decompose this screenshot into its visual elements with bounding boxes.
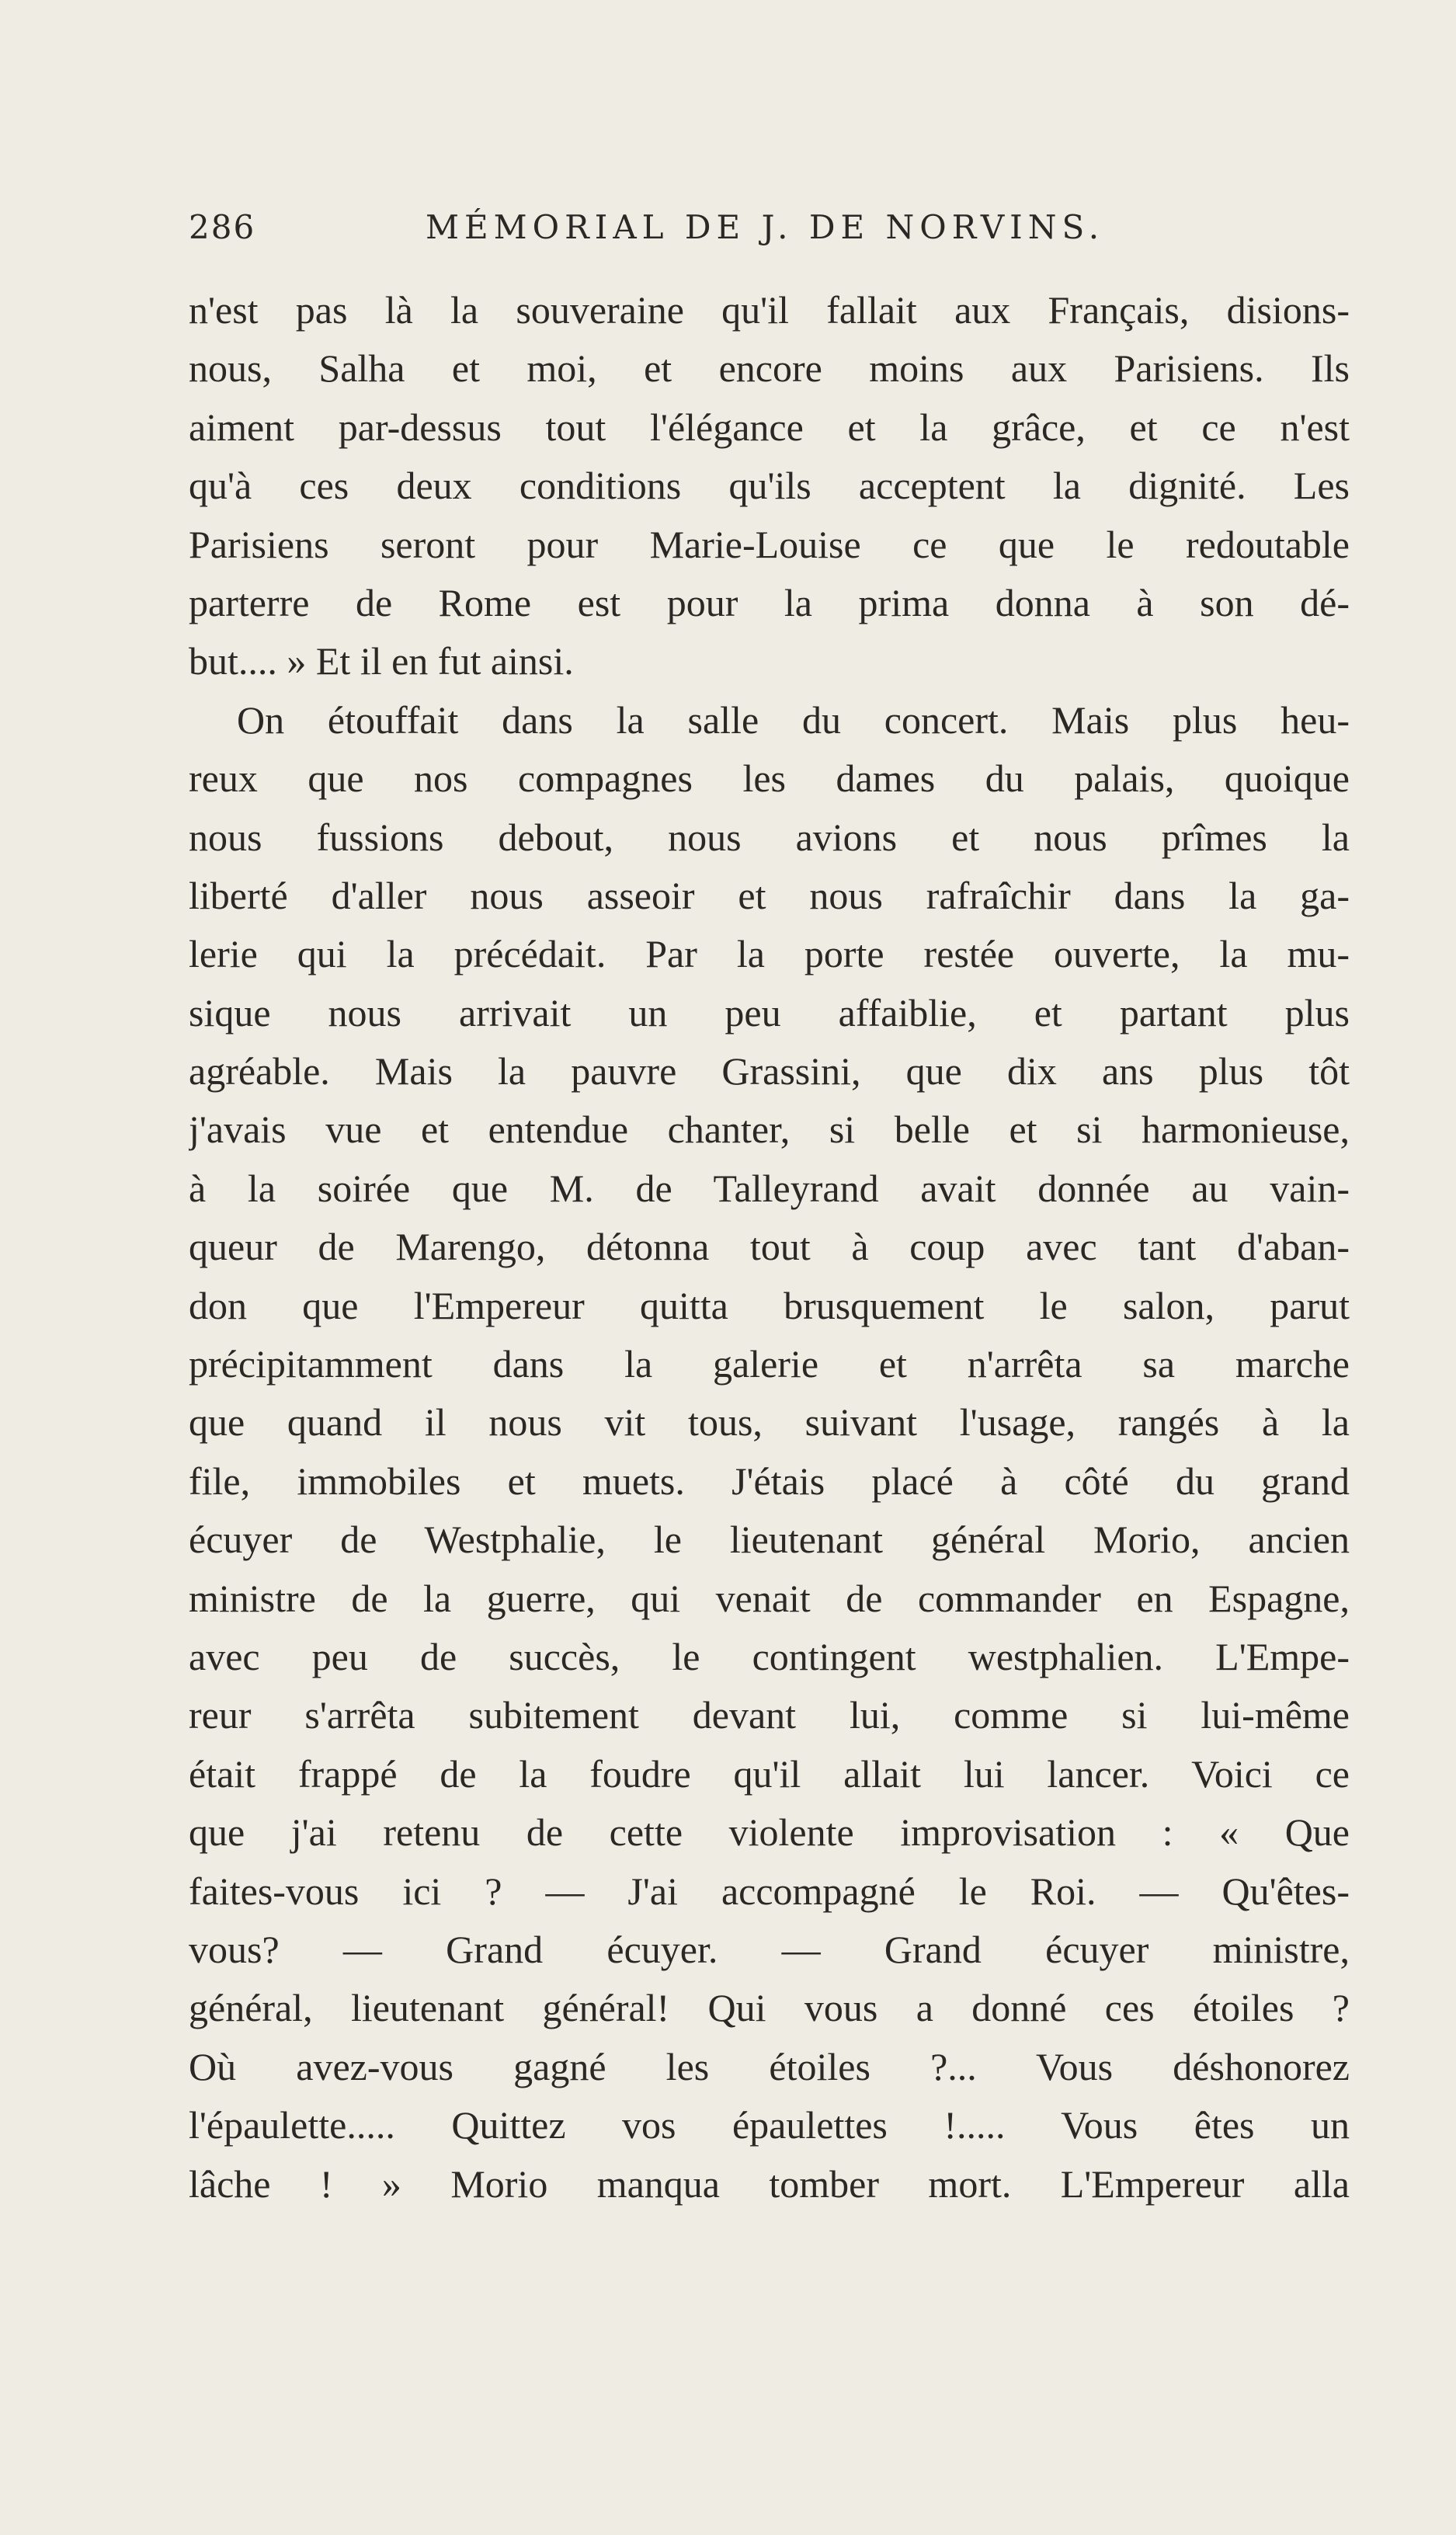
text-line: que j'ai retenu de cette violente improvisation : « Que [189,1810,1350,1855]
text-line: Parisiens seront pour Marie-Louise ce que le redoutable [189,522,1350,566]
text-line: nous fussions debout, nous avions et nous prîmes la [189,815,1350,859]
paragraph-start-line: On étouffait dans la salle du concert. Mais plus heu- [237,697,1350,742]
text-line: sique nous arrivait un peu affaiblie, et partant plus [189,990,1350,1035]
text-line: agréable. Mais la pauvre Grassini, que dix ans plus tôt [189,1049,1350,1094]
text-line: n'est pas là la souveraine qu'il fallait aux Français, disions- [189,288,1350,332]
text-line: précipitamment dans la galerie et n'arrêta sa marche [189,1342,1350,1386]
text-line: l'épaulette..... Quittez vos épaulettes !..... Vous êtes un [189,2103,1350,2147]
text-line: liberté d'aller nous asseoir et nous rafraîchir dans la ga- [189,873,1350,917]
text-line: avec peu de succès, le contingent westphalien. L'Empe- [189,1634,1350,1678]
text-line: but.... » Et il en fut ainsi. [189,639,574,683]
text-line: j'avais vue et entendue chanter, si belle et si harmonieuse, [189,1108,1350,1152]
page-header [189,208,1353,255]
text-line: reur s'arrêta subitement devant lui, comme si lui-même [189,1693,1350,1737]
page-number: 286 [189,208,256,246]
text-line: queur de Marengo, détonna tout à coup avec tant d'aban- [189,1225,1350,1269]
text-line: écuyer de Westphalie, le lieutenant général Morio, ancien [189,1518,1350,1562]
text-line: que quand il nous vit tous, suivant l'usage, rangés à la [189,1400,1350,1445]
text-line: général, lieutenant général! Qui vous a donné ces étoiles ? [189,1986,1350,2030]
text-line: nous, Salha et moi, et encore moins aux Parisiens. Ils [189,346,1350,391]
running-head: MÉMORIAL DE J. DE NORVINS. [426,208,1105,246]
text-line: faites-vous ici ? — J'ai accompagné le Roi. — Qu'êtes- [189,1869,1350,1913]
text-line: parterre de Rome est pour la prima donna à son dé- [189,580,1350,624]
text-line: ministre de la guerre, qui venait de commander en Espagne, [189,1576,1350,1620]
text-line: était frappé de la foudre qu'il allait lui lancer. Voici ce [189,1751,1350,1796]
text-line: file, immobiles et muets. J'étais placé à côté du grand [189,1459,1350,1503]
text-line: Où avez-vous gagné les étoiles ?... Vous déshonorez [189,2044,1350,2088]
text-line: à la soirée que M. de Talleyrand avait donnée au vain- [189,1166,1350,1210]
text-line: don que l'Empereur quitta brusquement le salon, parut [189,1283,1350,1327]
text-line: qu'à ces deux conditions qu'ils acceptent la dignité. Les [189,464,1350,508]
text-line: lerie qui la précédait. Par la porte restée ouverte, la mu- [189,932,1350,976]
text-line: vous? — Grand écuyer. — Grand écuyer ministre, [189,1927,1350,1971]
body-text [189,281,1350,2213]
text-line: lâche ! » Morio manqua tomber mort. L'Empereur alla [189,2161,1350,2206]
text-line: aiment par-dessus tout l'élégance et la grâce, et ce n'est [189,405,1350,449]
text-line: reux que nos compagnes les dames du palais, quoique [189,756,1350,801]
